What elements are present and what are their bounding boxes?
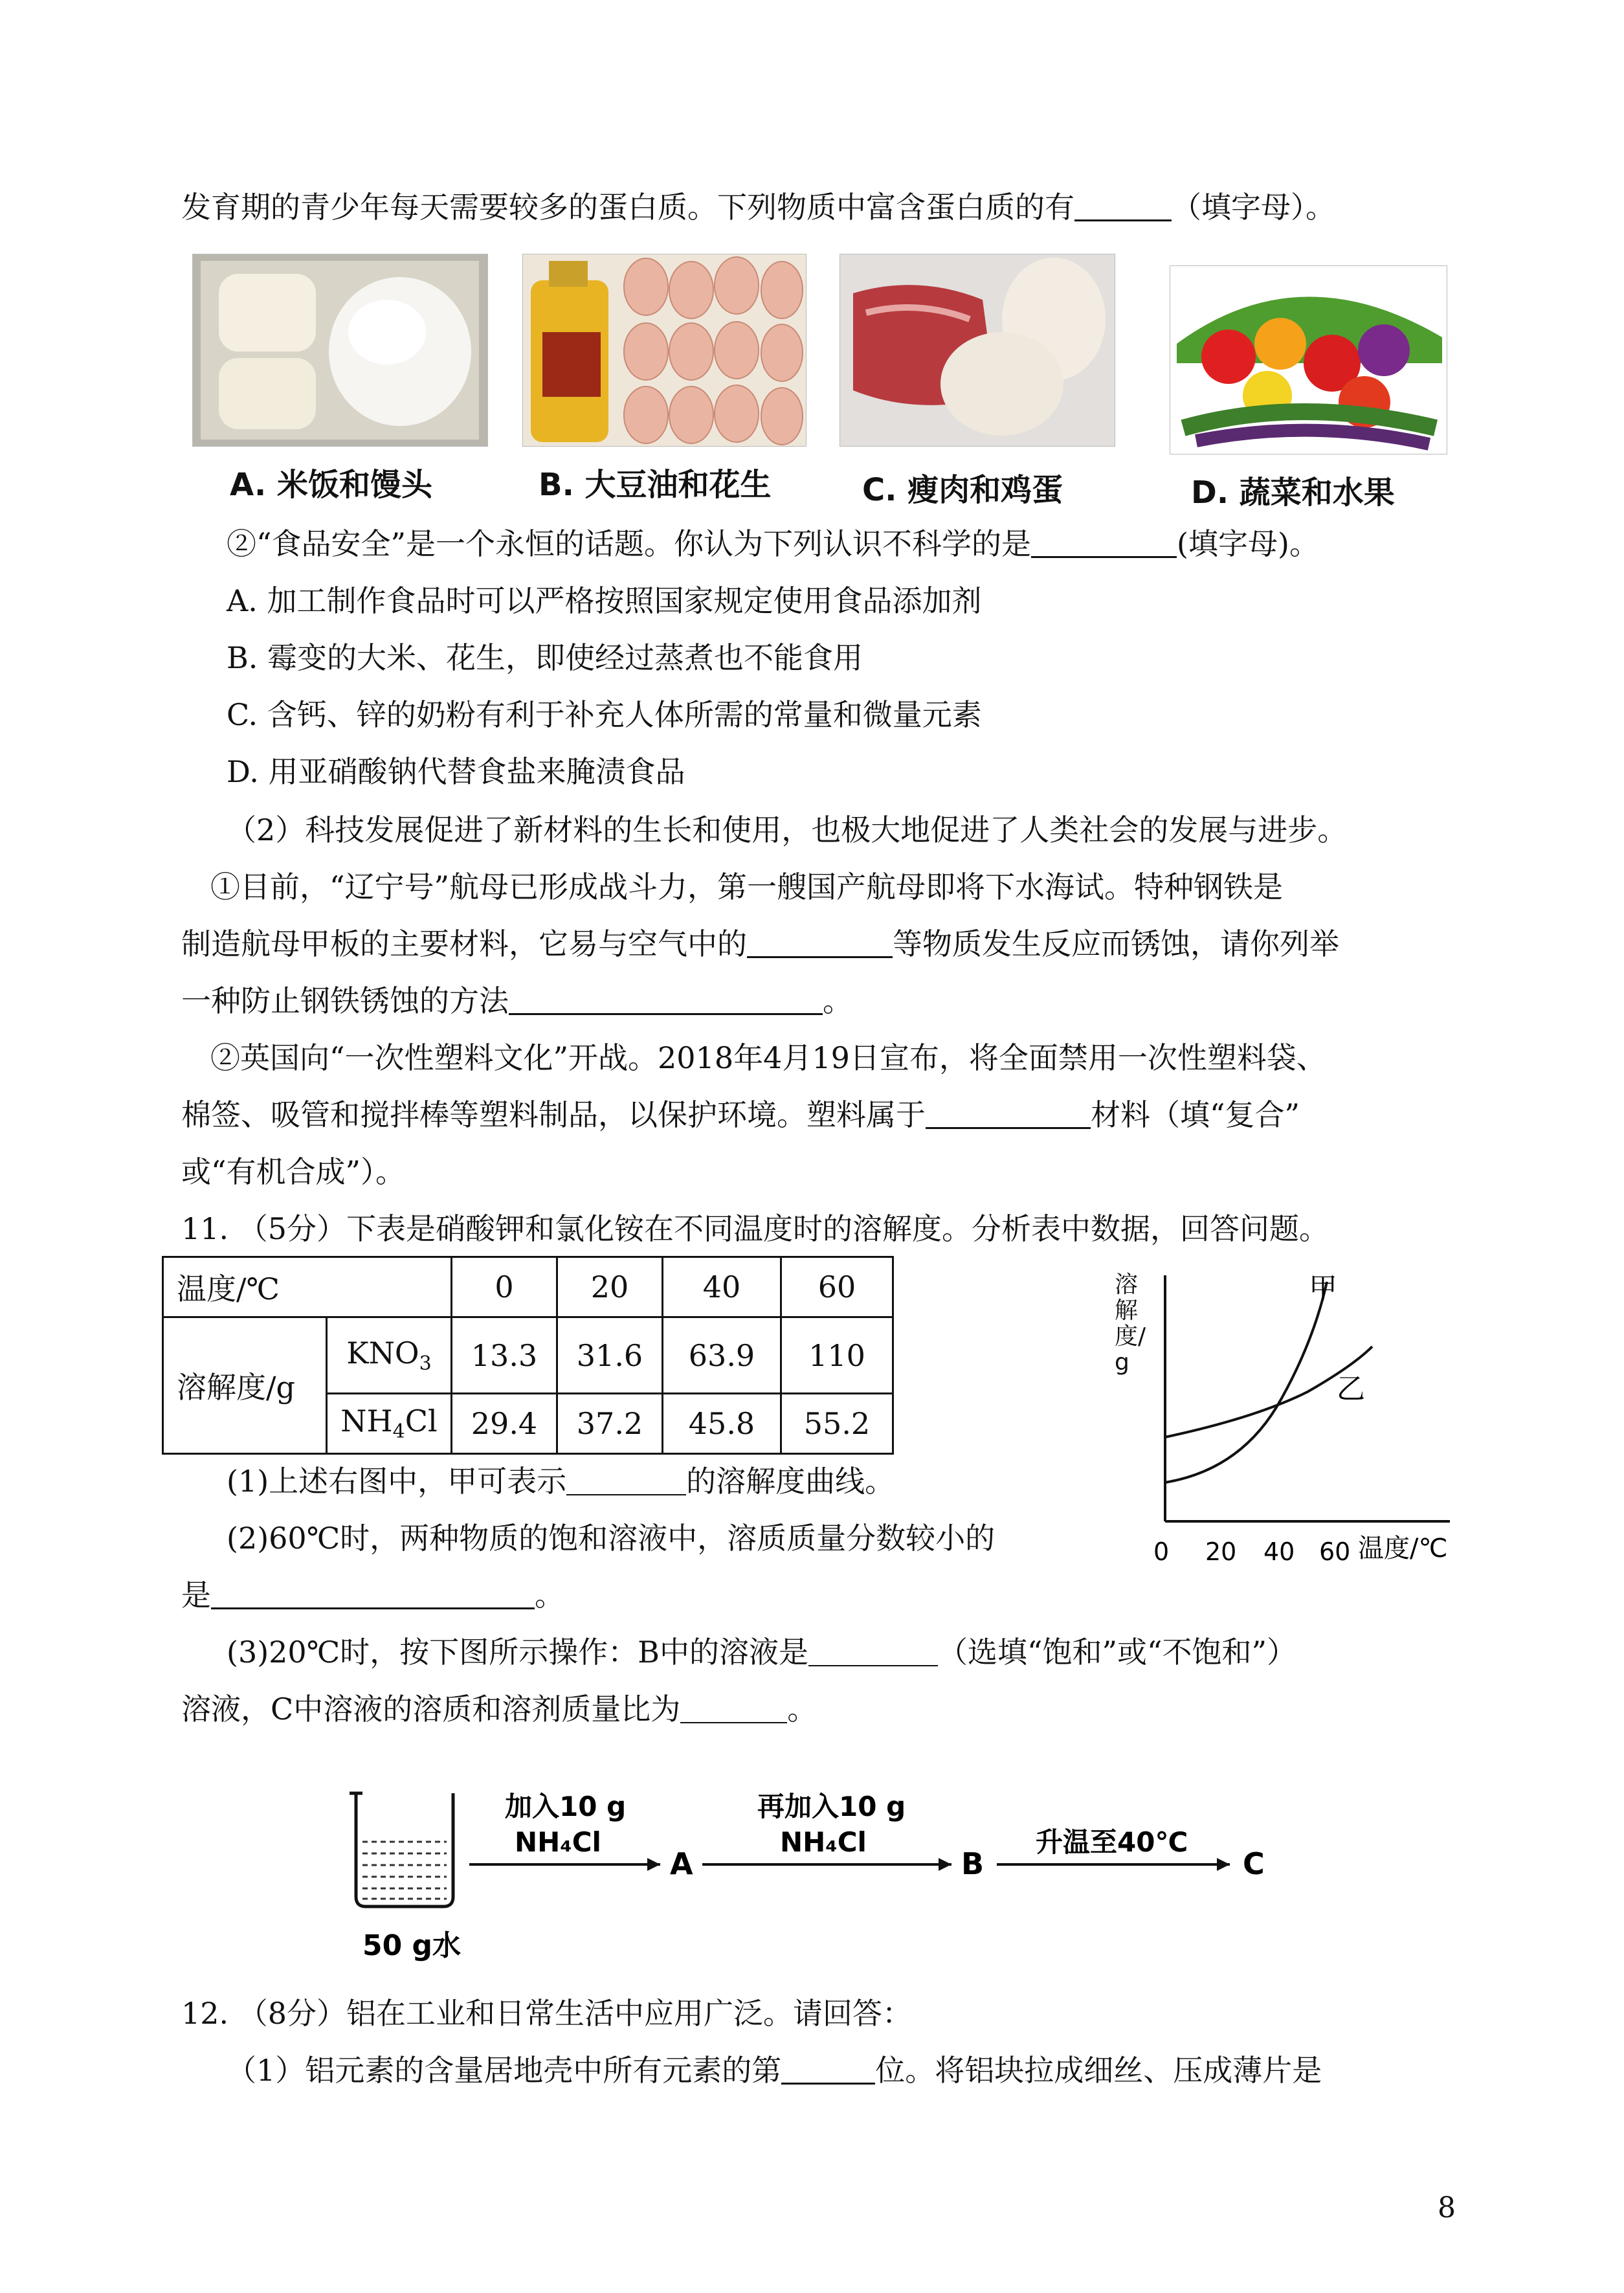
step1-top: 加入10 g	[505, 1791, 627, 1822]
solubility-table	[162, 1256, 894, 1455]
svg-text:60: 60	[1319, 1538, 1351, 1566]
rice-and-bun-image	[192, 254, 488, 447]
answer-blank[interactable]	[509, 985, 823, 1015]
materials-p1-line2: 制造航母甲板的主要材料，它易与空气中的 等物质发生反应而锈蚀，请你列举	[181, 926, 1339, 961]
solubility-graph	[1113, 1269, 1476, 1573]
temp-header: 温度/℃	[163, 1257, 452, 1317]
node-a: A	[670, 1846, 693, 1881]
svg-text:40: 40	[1263, 1538, 1295, 1566]
q11-sub3-line1: (3)20℃时，按下图所示操作：B中的溶液是 （选填“饱和”或“不饱和”）	[227, 1635, 1297, 1670]
answer-blank[interactable]	[566, 1466, 686, 1495]
beaker-label: 50 g水	[362, 1929, 462, 1962]
step2-top: 再加入10 g	[757, 1791, 906, 1822]
value-cell: 63.9	[663, 1317, 781, 1394]
x-tick-labels	[1153, 1538, 1350, 1566]
node-c: C	[1243, 1846, 1265, 1881]
substance-kno3: $KNO_3$	[327, 1317, 452, 1394]
q12-sub1: （1）铝元素的含量居地壳中所有元素的第 位。将铝块拉成细丝、压成薄片是	[227, 2053, 1322, 2088]
materials-p2-line2: 棉签、吸管和搅拌棒等塑料制品，以保护环境。塑料属于 材料（填“复合”	[181, 1097, 1300, 1132]
temp-cell: 20	[557, 1257, 663, 1317]
beaker	[350, 1793, 453, 1907]
answer-blank[interactable]	[1074, 191, 1172, 221]
q11-sub1: (1)上述右图中，甲可表示 的溶解度曲线。	[227, 1464, 895, 1499]
value-cell: 29.4	[452, 1394, 557, 1454]
curve-yi-label: 乙	[1337, 1372, 1365, 1405]
answer-blank[interactable]	[926, 1099, 1091, 1129]
food-option-a: A. 米饭和馒头	[230, 467, 432, 503]
step2-bottom: NH₄Cl	[780, 1826, 867, 1858]
dissolution-process-diagram	[337, 1761, 1307, 1974]
y-axis-label: 溶解度/g	[1115, 1271, 1146, 1376]
page-number: 8	[1438, 2191, 1456, 2224]
step3: 升温至40℃	[1036, 1826, 1188, 1858]
substance-nh4cl: $NH_4Cl$	[327, 1394, 452, 1454]
node-b: B	[961, 1846, 984, 1881]
materials-p1-line1: ①目前，“辽宁号”航母已形成战斗力，第一艘国产航母即将下水海试。特种钢铁是	[210, 869, 1284, 904]
temp-cell: 40	[663, 1257, 781, 1317]
svg-text:0: 0	[1153, 1538, 1170, 1566]
food-safety-stem: ②“食品安全”是一个永恒的话题。你认为下列认识不科学的是 (填字母)。	[227, 526, 1319, 561]
answer-blank[interactable]	[1031, 528, 1177, 558]
q11-sub2-line2: 是 。	[181, 1578, 564, 1613]
value-cell: 45.8	[663, 1394, 781, 1454]
materials-p2-line1: ②英国向“一次性塑料文化”开战。2018年4月19日宣布，将全面禁用一次性塑料袋、	[210, 1040, 1326, 1075]
answer-blank[interactable]	[747, 928, 893, 958]
x-axis-label: 温度/℃	[1358, 1534, 1448, 1563]
curve-jia	[1165, 1282, 1327, 1482]
food-option-b: B. 大豆油和花生	[539, 467, 772, 503]
svg-text:20: 20	[1205, 1538, 1237, 1566]
meat-and-egg-image	[840, 254, 1115, 447]
answer-blank[interactable]	[211, 1579, 535, 1609]
value-cell: 110	[781, 1317, 893, 1394]
food-safety-option-d: D. 用亚硝酸钠代替食盐来腌渍食品	[227, 754, 685, 789]
food-safety-option-a: A. 加工制作食品时可以严格按照国家规定使用食品添加剂	[227, 583, 982, 618]
q11-sub2-line1: (2)60℃时，两种物质的饱和溶液中，溶质质量分数较小的	[227, 1521, 996, 1556]
q11-sub3-line2: 溶液，C中溶液的溶质和溶剂质量比为 。	[181, 1692, 818, 1727]
materials-p2-line3: 或“有机合成”）。	[181, 1154, 406, 1189]
temp-cell: 60	[781, 1257, 893, 1317]
temp-cell: 0	[452, 1257, 557, 1317]
food-safety-option-c: C. 含钙、锌的奶粉有利于补充人体所需的常量和微量元素	[227, 697, 982, 732]
q11-stem: 11. （5分）下表是硝酸钾和氯化铵在不同温度时的溶解度。分析表中数据，回答问题。	[181, 1211, 1329, 1246]
intro-line: 发育期的青少年每天需要较多的蛋白质。下列物质中富含蛋白质的有 （填字母）。	[181, 190, 1335, 225]
answer-blank[interactable]	[680, 1694, 787, 1723]
value-cell: 31.6	[557, 1317, 663, 1394]
food-option-c: C. 瘦肉和鸡蛋	[862, 472, 1063, 508]
step1-bottom: NH₄Cl	[515, 1826, 601, 1858]
food-safety-option-b: B. 霉变的大米、花生，即使经过蒸煮也不能食用	[227, 640, 863, 675]
oil-and-peanut-image	[522, 254, 806, 447]
value-cell: 13.3	[452, 1317, 557, 1394]
food-option-d: D. 蔬菜和水果	[1191, 475, 1395, 511]
curve-jia-label: 甲	[1309, 1272, 1337, 1305]
materials-intro: （2）科技发展促进了新材料的生长和使用，也极大地促进了人类社会的发展与进步。	[227, 812, 1348, 847]
solubility-header: 溶解度/g	[163, 1317, 327, 1454]
q12-stem: 12. （8分）铝在工业和日常生活中应用广泛。请回答：	[181, 1996, 913, 2031]
materials-p1-line3: 一种防止钢铁锈蚀的方法 。	[181, 983, 852, 1018]
value-cell: 37.2	[557, 1394, 663, 1454]
vegetables-and-fruits-image	[1170, 265, 1447, 454]
answer-blank[interactable]	[781, 2054, 875, 2085]
value-cell: 55.2	[781, 1394, 893, 1454]
answer-blank[interactable]	[808, 1637, 938, 1666]
